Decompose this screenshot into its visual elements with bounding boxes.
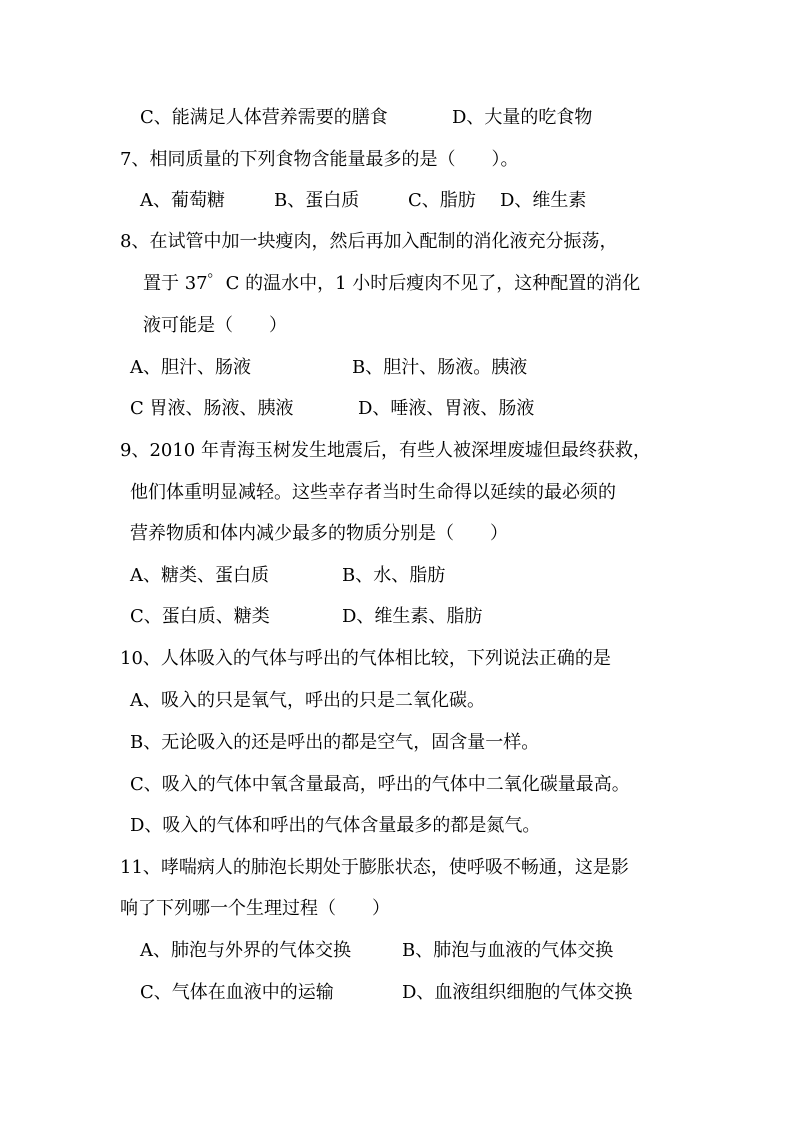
q9-option-d: D、维生素、脂肪 — [342, 606, 483, 627]
q8-option-d: D、唾液、胃液、肠液 — [358, 398, 535, 419]
q10-stem: 10、人体吸入的气体与呼出的气体相比较，下列说法正确的是 — [120, 648, 611, 669]
q7-option-a: A、葡萄糖 — [140, 190, 225, 211]
q9-stem-line2: 他们体重明显减轻。这些幸存者当时生命得以延续的最必须的 — [130, 482, 616, 503]
q10-option-d: D、吸入的气体和呼出的气体含量最多的都是氮气。 — [130, 815, 541, 836]
q8-stem-line1: 8、在试管中加一块瘦肉，然后再加入配制的消化液充分振荡， — [120, 231, 618, 252]
q10-option-c: C、吸入的气体中氧含量最高，呼出的气体中二氧化碳量最高。 — [130, 774, 630, 795]
q11-stem-line2: 响了下列哪一个生理过程（ ） — [120, 898, 390, 919]
q9-option-c: C、蛋白质、糖类 — [130, 606, 270, 627]
q9-option-a: A、糖类、蛋白质 — [130, 565, 269, 586]
q7-option-d: D、维生素 — [500, 190, 587, 211]
q8-option-b: B、胆汁、肠液。胰液 — [352, 357, 528, 378]
q9-option-b: B、水、脂肪 — [342, 565, 446, 586]
q8-option-a: A、胆汁、肠液 — [130, 357, 251, 378]
q11-option-d: D、血液组织细胞的气体交换 — [402, 982, 633, 1003]
q6-option-d: D、大量的吃食物 — [452, 107, 593, 128]
q9-stem-line1: 9、2010 年青海玉树发生地震后，有些人被深埋废墟但最终获救， — [120, 440, 651, 461]
q6-option-c: C、能满足人体营养需要的膳食 — [140, 107, 388, 128]
q7-stem: 7、相同质量的下列食物含能量最多的是（ ）。 — [120, 149, 519, 170]
q11-stem-line1: 11、哮喘病人的肺泡长期处于膨胀状态，使呼吸不畅通，这是影 — [120, 857, 629, 878]
q7-option-b: B、蛋白质 — [274, 190, 360, 211]
q7-option-c: C、脂肪 — [408, 190, 476, 211]
q8-stem-line3: 液可能是（ ） — [143, 315, 287, 336]
q11-option-c: C、气体在血液中的运输 — [140, 982, 334, 1003]
q9-stem-line3: 营养物质和体内减少最多的物质分别是（ ） — [130, 523, 508, 544]
q8-stem-line2: 置于 37゜C 的温水中，1 小时后瘦肉不见了，这种配置的消化 — [143, 273, 641, 294]
q10-option-b: B、无论吸入的还是呼出的都是空气，固含量一样。 — [130, 732, 540, 753]
q11-option-b: B、肺泡与血液的气体交换 — [402, 940, 614, 961]
q10-option-a: A、吸入的只是氧气，呼出的只是二氧化碳。 — [130, 690, 485, 711]
q11-option-a: A、肺泡与外界的气体交换 — [140, 940, 351, 961]
q8-option-c: C 胃液、肠液、胰液 — [130, 398, 294, 419]
